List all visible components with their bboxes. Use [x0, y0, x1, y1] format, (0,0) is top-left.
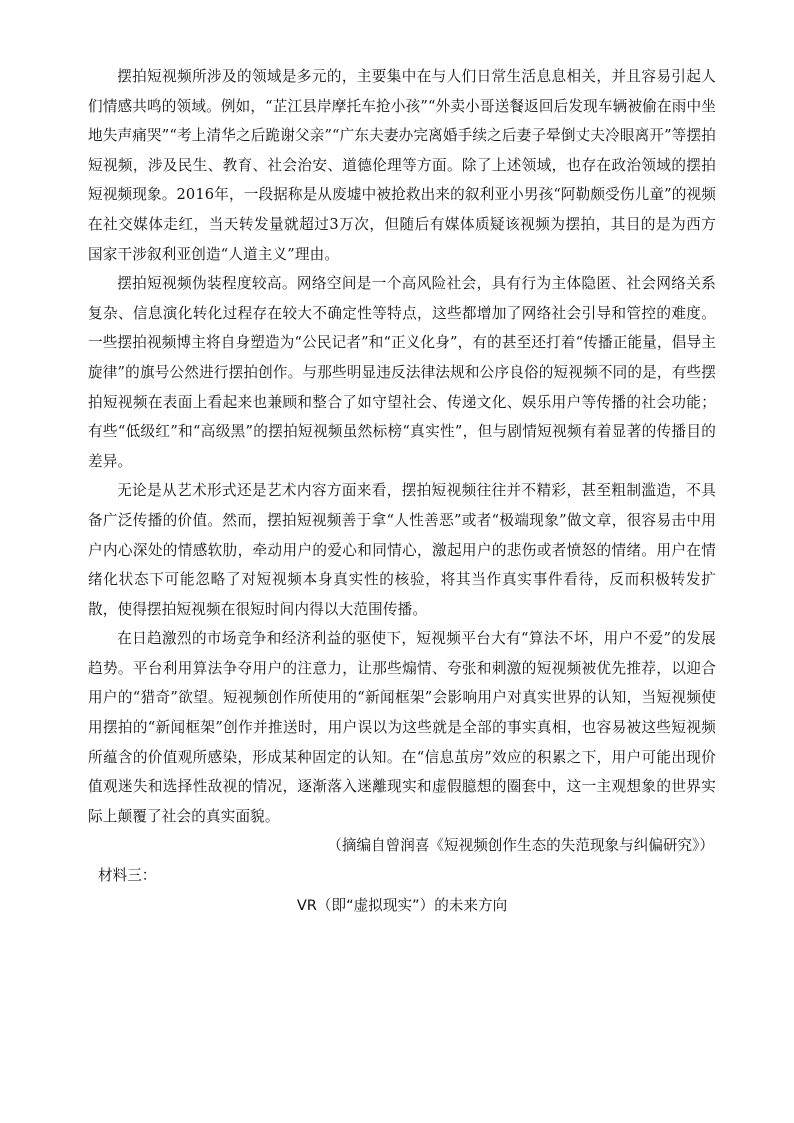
material-title: VR（即“虚拟现实”）的未来方向	[296, 896, 508, 914]
source-citation: （摘编自曾润喜《短视频创作生态的失范现象与纠偏研究》）	[327, 837, 714, 855]
paragraph-2: 摆拍短视频伪装程度较高。网络空间是一个高风险社会，具有行为主体隐匿、社会网络关系复杂、信息演化转化过程存在较大不确定性等特点，这些都增加了网络社会引导和管控的难度。一些摆拍视频博主将自身塑造为“公民记者”和“正义化身”，有的甚至还打着“传播正能量，倡导主旋律”的旗号公然进行摆拍创作。与那些明显违反法律法规和公序良俗的短视频不同的是，有些摆拍短视频在表面上看起来也兼顾和整合了如守望社会、传递文化、娱乐用户等传播的社会功能；有些“低级红”和“高级黑”的摆拍短视频虽然标榜“真实性”，但与剧情短视频有着显著的传播目的差异。	[88, 275, 716, 470]
paragraph-4: 在日趋激烈的市场竞争和经济利益的驱使下，短视频平台大有“算法不坏，用户不爱”的发展趋势。平台利用算法争夺用户的注意力，让那些煽情、夸张和刺激的短视频被优先推荐，以迎合用户的“猎奇”欲望。短视频创作所使用的“新闻框架”会影响用户对真实世界的认知，当短视频使用摆拍的“新闻框架”创作并推送时，用户误以为这些就是全部的事实真相，也容易被这些短视频所蕴含的价值观所感染，形成某种固定的认知。在“信息茧房”效应的积累之下，用户可能出现价值观迷失和选择性敌视的情况，逐渐落入迷離现实和虚假臆想的圈套中，这一主观想象的世界实际上颠覆了社会的真实面貌。	[88, 630, 717, 825]
material-label: 材料三：	[98, 867, 157, 885]
document-body	[88, 62, 716, 920]
paragraph-1: 摆拍短视频所涉及的领域是多元的，主要集中在与人们日常生活息息相关，并且容易引起人们情感共鸣的领域。例如，“芷江县岸摩托车抢小孩”“外卖小哥送餐返回后发现车辆被偷在雨中坐地失声痛哭”“考上清华之后跪谢父亲”“广东夫妻办完离婚手续之后妻子晕倒丈夫冷眼离开”等摆拍短视频，涉及民生、教育、社会治安、道德伦理等方面。除了上述领域，也存在政治领域的摆拍短视频现象。2016年，一段据称是从废墟中被抢救出来的叙利亚小男孩“阿勒颇受伤儿童”的视频在社交媒体走红，当天转发量就超过3万次，但随后有媒体质疑该视频为摆拍，其目的是为西方国家干涉叙利亚创造“人道主义”理由。	[88, 68, 716, 263]
paragraph-3: 无论是从艺术形式还是艺术内容方面来看，摆拍短视频往往并不精彩，甚至粗制滥造，不具备广泛传播的价值。然而，摆拍短视频善于拿“人性善恶”或者“极端现象”做文章，很容易击中用户内心深处的情感软肋，牵动用户的爱心和同情心，激起用户的悲伤或者愤怒的情绪。用户在情绪化状态下可能忽略了对短视频本身真实性的核验，将其当作真实事件看待，反而积极转发扩散，使得摆拍短视频在很短时间内得以大范围传播。	[88, 482, 716, 618]
